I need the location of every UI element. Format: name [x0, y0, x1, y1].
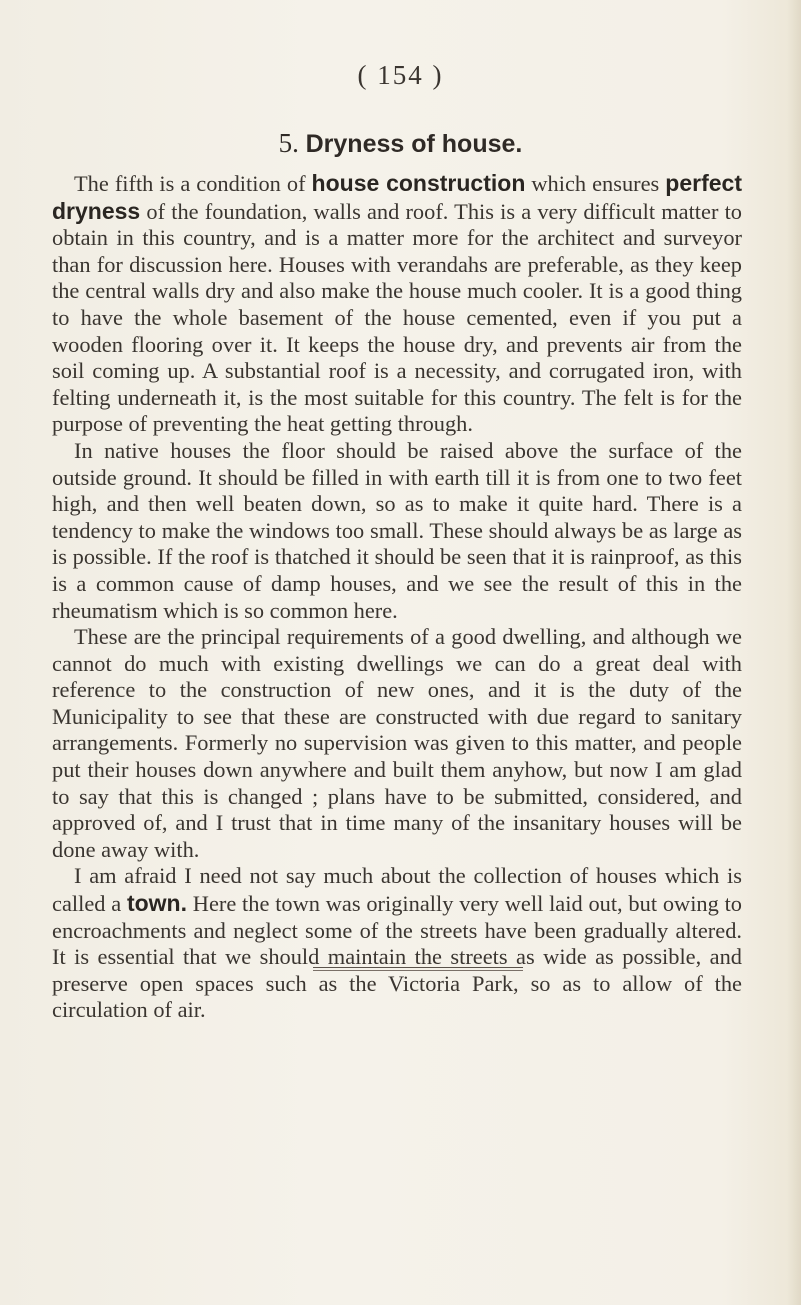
- emphasized-phrase: perfect dryness: [52, 170, 742, 224]
- emphasized-phrase: house construction: [311, 170, 526, 196]
- page-number: ( 154 ): [357, 60, 444, 90]
- text-segment: which ensures: [525, 171, 666, 196]
- text-segment: These are the principal requirements of a good dwelling, and although we cannot do much with existing dwellings we can do a great deal with reference to the construction of new ones, and it is the duty of the Municipality to see that these are constructed with due regard to sanitary arrangements. Formerly no supervision was given to this matter, and people put their houses down anywhere and built them anyhow, but now I am glad to say that this is changed ; plans have to be submitted, considered, and approved of, and I trust that in time many of the insanitary houses will be done away with.: [52, 624, 742, 862]
- paragraph-4: [52, 863, 742, 1024]
- paragraph-1: [52, 170, 742, 438]
- paragraph-3: [52, 624, 742, 863]
- emphasized-phrase: town.: [126, 890, 187, 917]
- text-segment: of the foundation, walls and roof. This is a very difficult matter to obtain in this country, and is a matter more for the architect and surveyor than for discussion here. Houses with verandahs are preferable, as they keep the central walls dry and also make the house much cooler. It is a good thing to have the whole basement of the house cemented, even if you put a wooden flooring over it. It keeps the house dry, and prevents air from the soil coming up. A substantial roof is a necessity, and corrugated iron, with felting underneath it, is the most suitable for this country. The felt is for the purpose of preventing the heat getting through.: [52, 198, 742, 437]
- paragraph-2: [52, 438, 742, 624]
- text-segment: In native houses the floor should be raised above the surface of the outside ground. It should be filled in with earth till it is from one to two feet high, and then well beaten down, so as to make it quite hard. There is a tendency to make the windows too small. These should always be as large as is possible. If the roof is thatched it should be seen that it is rainproof, as this is a common cause of damp houses, and we see the result of this in the rheumatism which is so common here.: [52, 437, 742, 623]
- end-rule: [313, 967, 523, 968]
- text-segment: Here the town was originally very well laid out, but owing to encroachments and neglect some of the streets have been gradually altered. It is essential that we should maintain the streets as wide as possible, and preserve open spaces such as the Victoria Park, so as to allow of the circulation of air.: [52, 891, 742, 1023]
- end-rule-secondary: [313, 970, 523, 971]
- text-segment: The fifth is a condition of: [74, 171, 312, 196]
- section-title: Dryness of house.: [305, 130, 523, 158]
- section-heading: [0, 128, 801, 159]
- page-edge-shadow: [787, 0, 801, 1305]
- text-segment: I am afraid I need not say much about the collection of houses which is called a: [52, 863, 742, 917]
- section-number: 5.: [278, 128, 299, 158]
- body-text: [52, 170, 742, 1024]
